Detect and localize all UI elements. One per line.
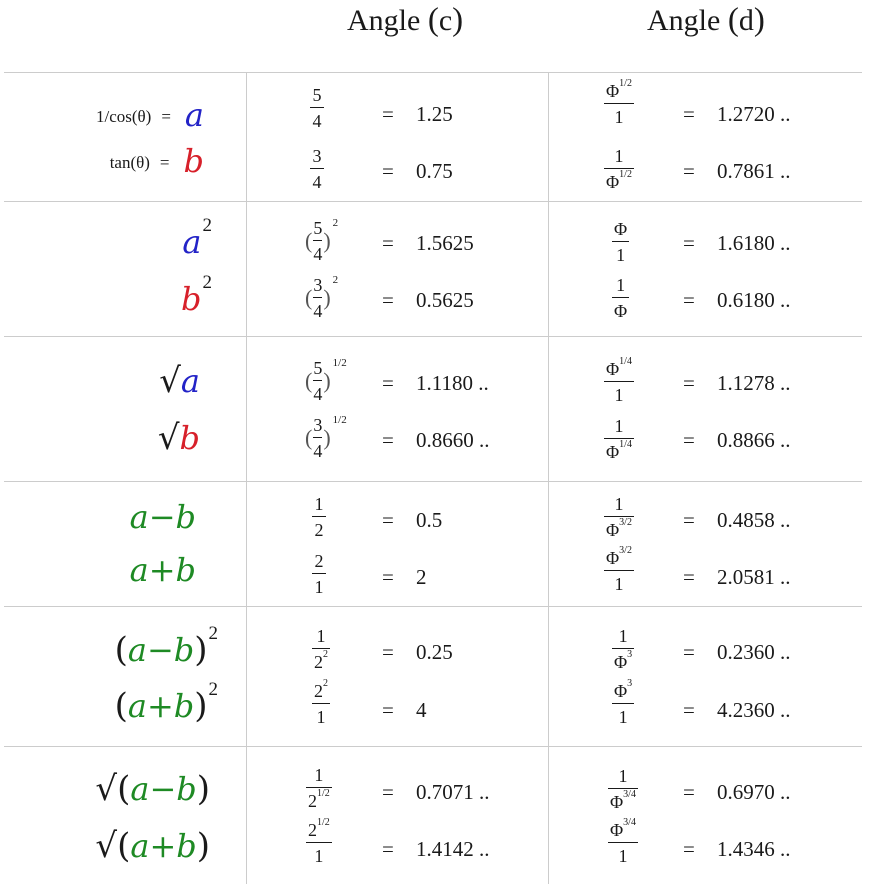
paren-fraction-c: ( 3 4 ) 2 [305, 274, 339, 321]
value-c-b: = 0.75 [382, 159, 453, 183]
header-angle-c: Angle (c) [347, 2, 464, 38]
fraction-d: Φ 1 [614, 219, 628, 265]
value-d-a: = 0.2360 .. [683, 640, 791, 664]
label-sqrt-a-minus-b: √ ( a − b ) [95, 769, 210, 809]
line-b [0, 817, 872, 876]
header-angle-d: Angle (d) [647, 2, 765, 38]
table-row-squared-sum-diff [0, 606, 872, 746]
table-row-basic [0, 72, 872, 201]
fraction-d: 1 Φ [614, 275, 628, 321]
fraction-c: 3 4 [310, 147, 324, 191]
fraction-c: 1 2 [312, 495, 326, 539]
line-b [0, 547, 872, 603]
value-d-b: = 0.8866 .. [683, 428, 791, 452]
value-d-b: = 0.7861 .. [683, 159, 791, 183]
line-a [0, 624, 872, 680]
header-angle-d-word: Angle [647, 4, 721, 37]
table-row-roots [0, 336, 872, 481]
value-c-a: = 1.1180 .. [382, 371, 489, 395]
label-a-squared: a 2 [182, 215, 212, 261]
fraction-c: $2^2$ 1 [314, 678, 328, 727]
label-a-plus-b-squared: ( a + b ) 2 [114, 679, 218, 726]
label-a-minus-b: a − b [129, 498, 196, 536]
label-sqrt-b: √ b [157, 418, 200, 458]
value-c-a: = 0.25 [382, 640, 453, 664]
table-row-squares [0, 201, 872, 336]
fraction-d: $\Phi^{3/4}$ 1 [610, 817, 636, 866]
header-angle-c-word: Angle [347, 4, 421, 37]
label-sqrt-a-plus-b: √ ( a + b ) [95, 826, 210, 866]
value-c-a: = 1.5625 [382, 231, 474, 255]
fraction-d: $\Phi^{3/2}$ 1 [606, 545, 632, 594]
label-b-squared: b 2 [181, 272, 212, 318]
table-row-sum-diff [0, 481, 872, 606]
value-d-a: = 1.6180 .. [683, 231, 791, 255]
label-a-plus-b: a + b [129, 551, 196, 589]
fraction-c: 1 $2^{1/2}$ [308, 765, 330, 811]
value-d-b: = 2.0581 .. [683, 565, 791, 589]
fraction-d: 1 $\Phi^{3/2}$ [606, 494, 632, 540]
value-c-b: = 1.4142 .. [382, 837, 490, 861]
line-b [0, 412, 872, 468]
fraction-d: 1 $\Phi^{1/2}$ [606, 146, 632, 192]
fraction-d: $\Phi^{1/2}$ 1 [606, 78, 632, 127]
fraction-c: 2 1 [312, 552, 326, 596]
value-d-a: = 0.6970 .. [683, 780, 791, 804]
label-tan: tan(θ) = b [109, 142, 204, 180]
value-c-a: = 1.25 [382, 102, 453, 126]
line-a [0, 494, 872, 550]
header-angle-d-letter: d [738, 4, 754, 37]
line-a [0, 78, 872, 142]
value-d-b: = 1.4346 .. [683, 837, 791, 861]
header-angle-c-letter: c [438, 4, 453, 37]
fraction-c: 5 4 [310, 86, 324, 130]
line-b [0, 142, 872, 198]
fraction-d: $\Phi^{1/4}$ 1 [606, 356, 632, 405]
fraction-d: 1 $\Phi^{3/4}$ [610, 766, 636, 812]
line-a [0, 215, 872, 271]
value-c-a: = 0.7071 .. [382, 780, 490, 804]
label-sqrt-a: √ a [159, 361, 200, 401]
label-a-minus-b-squared: ( a − b ) 2 [114, 623, 218, 670]
value-c-b: = 2 [382, 565, 427, 589]
label-sec: 1/cos(θ) = a [95, 96, 204, 134]
paren-fraction-c: ( 5 4 ) 1/2 [305, 357, 347, 404]
paren-fraction-c: ( 3 4 ) 1/2 [305, 414, 347, 461]
line-a [0, 355, 872, 411]
fraction-d: 1 $\Phi^{1/4}$ [606, 416, 632, 462]
line-a [0, 763, 872, 819]
fraction-d: 1 $\Phi^3$ [614, 626, 633, 672]
value-d-a: = 1.2720 .. [683, 102, 791, 126]
value-d-a: = 0.4858 .. [683, 508, 791, 532]
value-c-b: = 0.5625 [382, 288, 474, 312]
fraction-c: 1 $2^2$ [314, 626, 328, 672]
value-c-a: = 0.5 [382, 508, 443, 532]
value-c-b: = 4 [382, 698, 427, 722]
table-row-root-sum-diff [0, 746, 872, 886]
fraction-d: $\Phi^3$ 1 [614, 678, 633, 727]
value-d-a: = 1.1278 .. [683, 371, 791, 395]
line-b [0, 272, 872, 328]
value-d-b: = 4.2360 .. [683, 698, 791, 722]
line-b [0, 680, 872, 736]
value-c-b: = 0.8660 .. [382, 428, 490, 452]
value-d-b: = 0.6180 .. [683, 288, 791, 312]
fraction-c: $2^{1/2}$ 1 [308, 817, 330, 866]
paren-fraction-c: ( 5 4 ) 2 [305, 217, 339, 264]
